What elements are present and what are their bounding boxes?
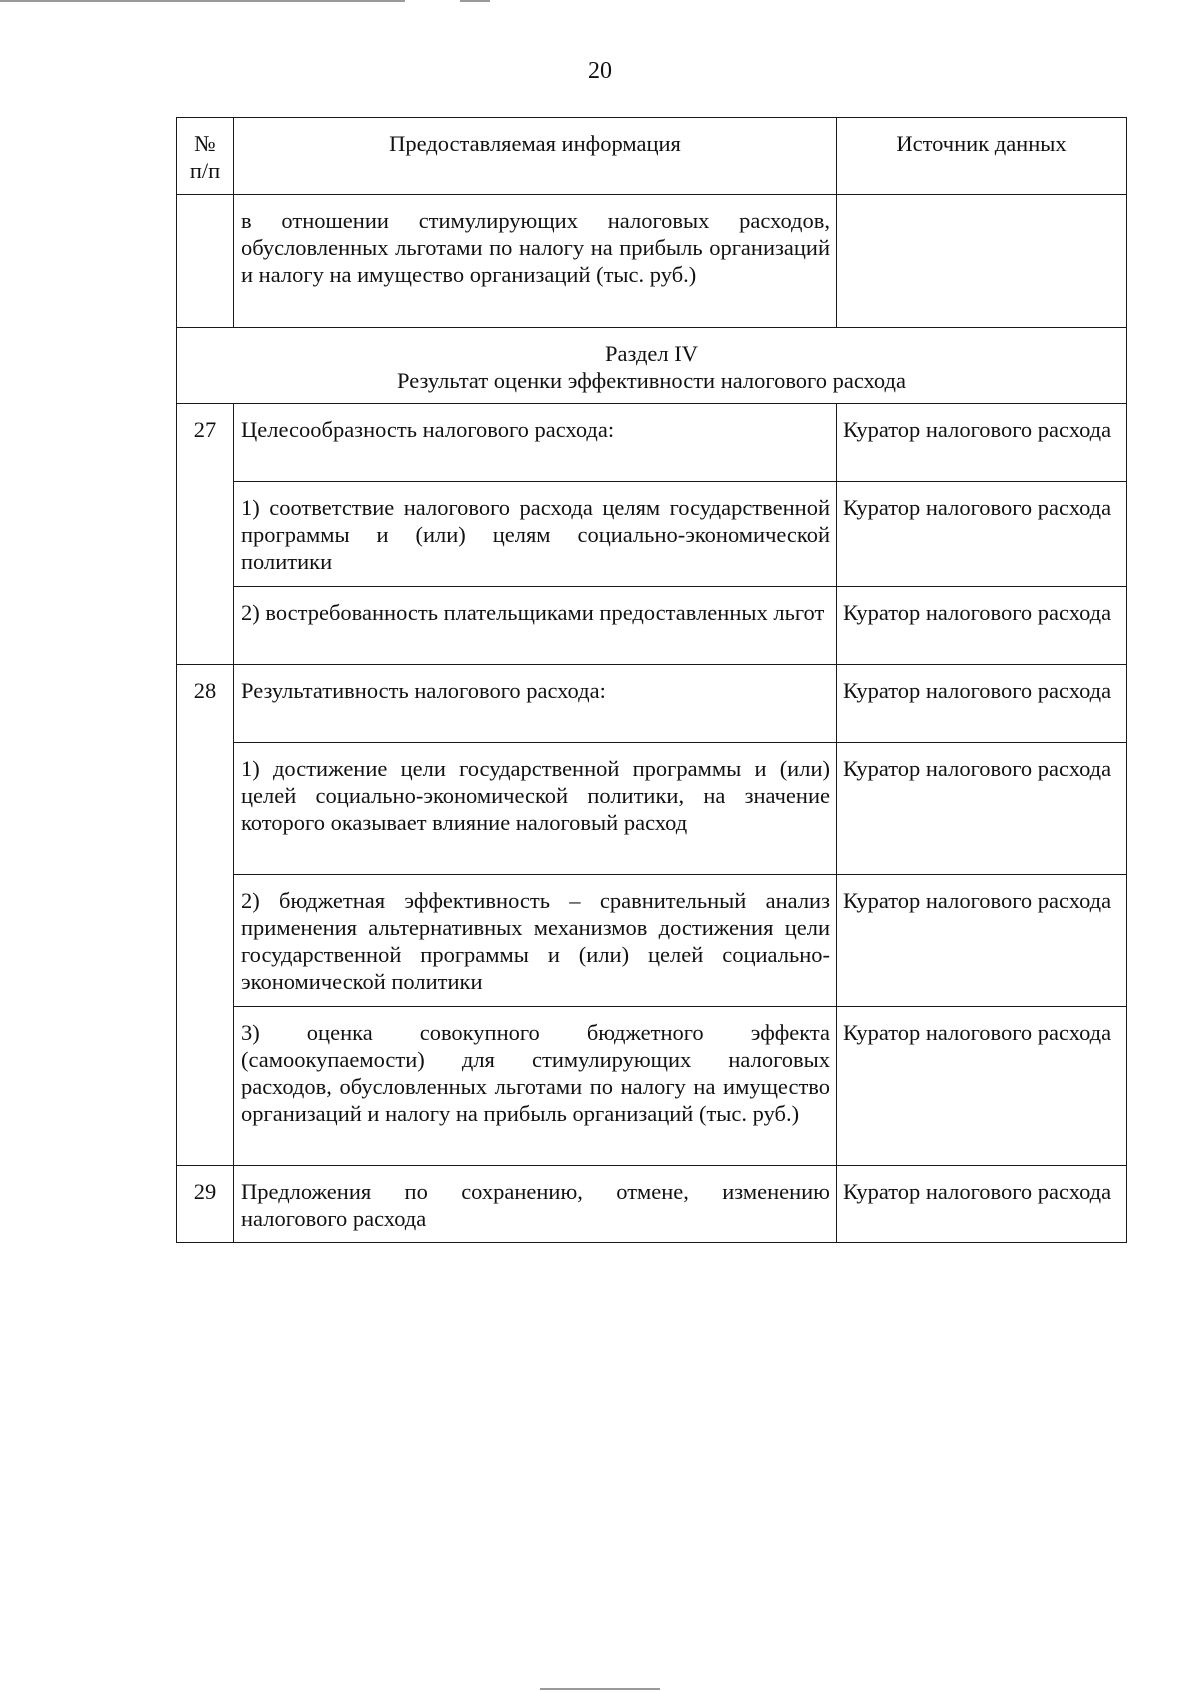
cell-info-text: 1) соответствие налогового расхода целям государственной программы и (или) целям социально-экономической политики [241,495,830,574]
cell-info [234,1007,837,1166]
cell-source-text: Куратор налогового расхода [843,678,1112,703]
cell-num [177,743,234,875]
cell-info [234,743,837,875]
cell-info-text: Результативность налогового расхода: [241,678,606,703]
cell-source-text: Куратор налогового расхода [843,888,1112,913]
table-row [177,875,1127,1007]
cell-source [837,587,1127,665]
cell-info [234,587,837,665]
table-row [177,743,1127,875]
table-row [177,482,1127,587]
cell-source-text [837,195,1126,215]
cell-info-text: в отношении стимулирующих налоговых расходов, обусловленных льготами по налогу на прибыль организаций и налогу на имущество организаций (тыс. руб.) [241,208,830,287]
cell-source [837,875,1127,1007]
cell-info-text: 2) востребованность плательщиками предоставленных льгот [241,600,825,625]
cell-info [234,404,837,482]
table-row [177,1166,1127,1243]
cell-num-text [177,587,233,599]
cell-num [177,1166,234,1243]
cell-num-text [177,743,233,755]
header-num-text: № п/п [189,131,221,183]
cell-info [234,195,837,328]
cell-info [234,875,837,1007]
cell-info [234,1166,837,1243]
cell-source [837,665,1127,743]
cell-source [837,404,1127,482]
header-info-text: Предоставляемая информация [389,131,681,156]
cell-source [837,482,1127,587]
header-source-text: Источник данных [896,131,1067,156]
table-row [177,587,1127,665]
section-subtitle: Результат оценки эффективности налогового расхода [397,368,906,393]
cell-source-text: Куратор налогового расхода [843,417,1112,442]
cell-num-text: 27 [193,417,217,442]
scan-edge-top [0,0,405,2]
scan-edge-top-right [460,0,490,2]
cell-num [177,195,234,328]
cell-source [837,1007,1127,1166]
cell-info-text: Целесообразность налогового расхода: [241,417,615,442]
cell-num-text [177,482,233,494]
cell-source-text: Куратор налогового расхода [843,756,1112,781]
cell-num-text [177,1007,233,1019]
cell-source [837,743,1127,875]
cell-source [837,195,1127,328]
cell-num-text: 29 [193,1179,217,1204]
cell-num [177,482,234,587]
scan-edge-bottom [540,1688,660,1690]
table-header-row [177,118,1127,195]
cell-info [234,482,837,587]
cell-num-text: 28 [193,678,217,703]
cell-num [177,587,234,665]
cell-info-text: Предложения по сохранению, отмене, изменению налогового расхода [241,1179,830,1231]
cell-source-text: Куратор налогового расхода [843,495,1112,520]
table-row [177,1007,1127,1166]
cell-num [177,1007,234,1166]
cell-source-text: Куратор налогового расхода [843,1020,1112,1045]
header-num [177,118,234,195]
cell-info-text: 1) достижение цели государственной программы и (или) целей социально-экономической политики, на значение которого оказывает влияние налоговый расход [241,756,830,835]
cell-source-text: Куратор налогового расхода [843,1179,1112,1204]
section-row [177,328,1127,404]
cell-source-text: Куратор налогового расхода [843,600,1112,625]
tax-expense-info-table [176,117,1127,1243]
table-row-continuation [177,195,1127,328]
header-info [234,118,837,195]
table-row [177,665,1127,743]
page-number: 20 [588,58,612,84]
cell-info-text: 2) бюджетная эффективность – сравнительный анализ применения альтернативных механизмов достижения цели государственной программы и (или) целей социально-экономической политики [241,888,830,994]
cell-num-text [177,875,233,887]
cell-info-text: 3) оценка совокупного бюджетного эффекта (самоокупаемости) для стимулирующих налоговых расходов, обусловленных льготами по налогу на имущество организаций и налогу на прибыль организаций (тыс. руб.) [241,1020,830,1126]
cell-info [234,665,837,743]
cell-source [837,1166,1127,1243]
section-heading [177,328,1127,404]
cell-num [177,665,234,743]
header-source [837,118,1127,195]
section-title: Раздел IV [604,341,698,366]
cell-num [177,875,234,1007]
cell-num [177,404,234,482]
table-row [177,404,1127,482]
